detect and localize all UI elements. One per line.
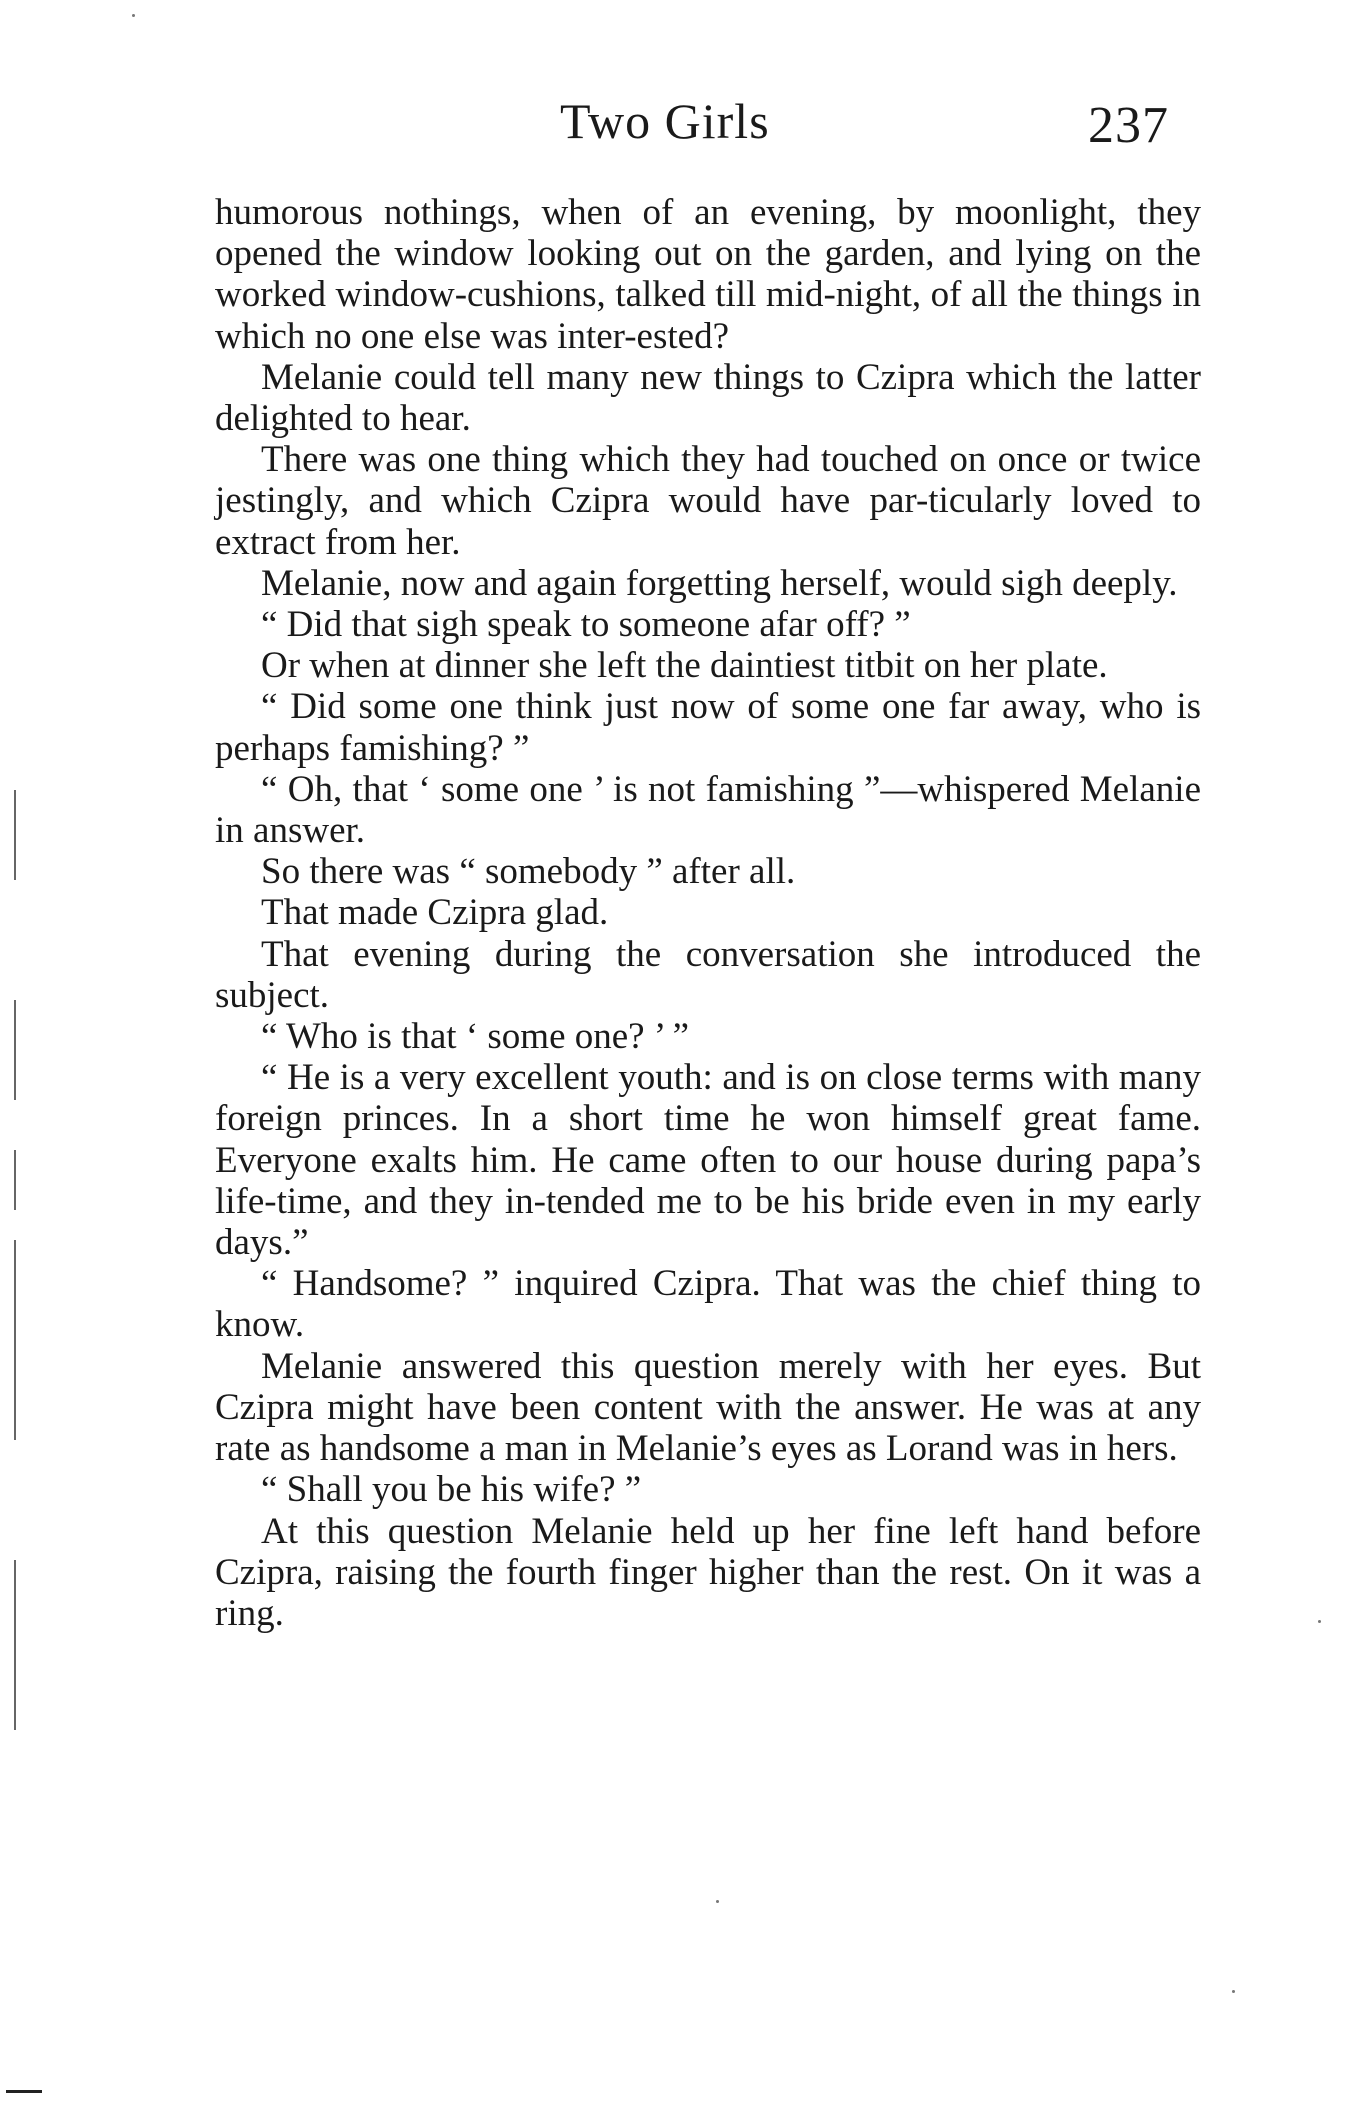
paragraph: “ Oh, that ‘ some one ’ is not famishing ”—whispered Melanie in answer.: [215, 768, 1201, 852]
paragraph: At this question Melanie held up her fine left hand before Czipra, raising the fourth finger higher than the rest. On it was a ring.: [215, 1510, 1201, 1634]
scan-speck: [1232, 1990, 1235, 1993]
paragraph: Melanie, now and again forgetting herself, would sigh deeply.: [261, 562, 1178, 604]
scan-edge-mark: [6, 2090, 42, 2093]
page-header: [0, 92, 1362, 162]
paragraph: Melanie could tell many new things to Czipra which the latter delighted to hear.: [215, 356, 1201, 440]
scan-speck: [132, 14, 135, 17]
paragraph: “ Shall you be his wife? ”: [261, 1469, 642, 1511]
paragraph: humorous nothings, when of an evening, by moonlight, they opened the window looking out on the garden, and lying on the worked window-cushions, talked till mid-night, of all the things in which no one else was inter-ested?: [215, 192, 1201, 357]
paragraph: “ He is a very excellent youth: and is on close terms with many foreign princes. In a short time he won himself great fame. Everyone exalts him. He came often to our house during papa’s life-time, and they in-tended me to be his bride even in my early days.”: [215, 1057, 1201, 1264]
paragraph: Melanie answered this question merely with her eyes. But Czipra might have been content with the answer. He was at any rate as handsome a man in Melanie’s eyes as Lorand was in hers.: [215, 1345, 1201, 1470]
paragraph: Or when at dinner she left the daintiest titbit on her plate.: [261, 645, 1108, 687]
scan-margin-line: [14, 1150, 16, 1210]
scan-margin-line: [14, 790, 16, 880]
scan-margin-line: [14, 1000, 16, 1100]
scan-margin-line: [14, 1240, 16, 1440]
paragraph: “ Handsome? ” inquired Czipra. That was the chief thing to know.: [215, 1263, 1201, 1346]
paragraph: “ Who is that ‘ some one? ’ ”: [261, 1016, 690, 1058]
body-text: [215, 192, 1201, 1634]
paragraph: There was one thing which they had touched on once or twice jestingly, and which Czipra would have par-ticularly loved to extract from her.: [215, 439, 1201, 563]
paragraph: “ Did some one think just now of some one far away, who is perhaps famishing? ”: [215, 686, 1201, 769]
page-number: 237: [1088, 97, 1169, 154]
scan-speck: [1318, 1620, 1321, 1623]
paragraph: That evening during the conversation she introduced the subject.: [215, 933, 1201, 1016]
running-title: Two Girls: [560, 93, 770, 149]
paragraph: “ Did that sigh speak to someone afar off? ”: [261, 604, 911, 646]
paragraph: That made Czipra glad.: [261, 892, 609, 934]
paragraph: So there was “ somebody ” after all.: [261, 851, 796, 893]
scan-margin-line: [14, 1560, 16, 1730]
scan-speck: [716, 1900, 719, 1903]
